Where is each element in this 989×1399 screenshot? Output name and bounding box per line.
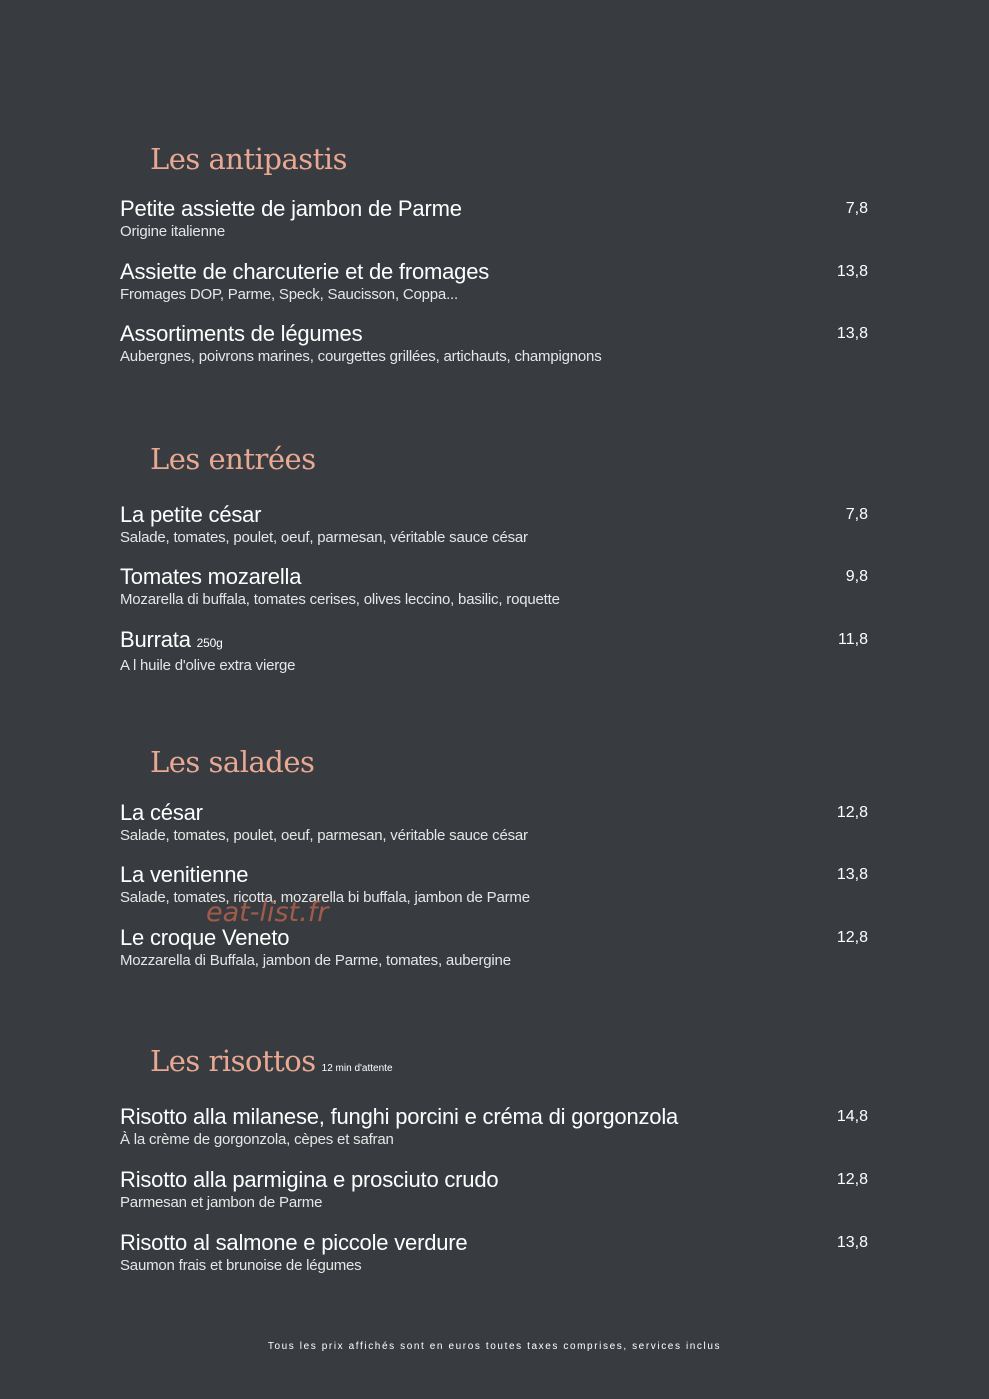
- menu-item: [120, 800, 870, 845]
- menu-item: [120, 196, 870, 241]
- item-price: 11,8: [838, 631, 868, 648]
- section-title-entrees: Les entrées: [150, 442, 316, 476]
- section-title-antipastis: Les antipastis: [150, 142, 347, 176]
- item-description: Origine italienne: [120, 223, 225, 240]
- menu-item: [120, 925, 870, 970]
- item-price: 13,8: [836, 866, 868, 883]
- item-name: Petite assiette de jambon de Parme: [120, 196, 462, 221]
- item-name: Tomates mozarella: [120, 564, 302, 589]
- item-description: Aubergnes, poivrons marines, courgettes grillées, artichauts, champignons: [120, 348, 602, 365]
- item-price: 7,8: [845, 200, 868, 217]
- item-price: 14,8: [836, 1108, 868, 1125]
- item-name: Assiette de charcuterie et de fromages: [120, 259, 490, 284]
- item-price: 13,8: [836, 263, 868, 280]
- item-name: La venitienne: [120, 862, 249, 887]
- item-name: Le croque Veneto: [120, 925, 290, 950]
- item-name: Risotto alla parmigina e prosciuto crudo: [120, 1167, 499, 1192]
- menu-item: [120, 627, 870, 675]
- menu-item: [120, 321, 870, 366]
- item-name: La césar: [120, 800, 203, 825]
- item-weight: 250g: [196, 636, 223, 650]
- menu-item: [120, 259, 870, 304]
- watermark: eat-list.fr: [206, 897, 329, 928]
- waiting-time-note: 12 min d'attente: [321, 1063, 393, 1074]
- menu-item: [120, 1104, 870, 1149]
- item-description: Fromages DOP, Parme, Speck, Saucisson, Coppa...: [120, 286, 458, 303]
- menu-item: [120, 502, 870, 547]
- item-price: 13,8: [836, 325, 868, 342]
- item-description: Saumon frais et brunoise de légumes: [120, 1257, 362, 1274]
- section-title-text: Les risottos: [150, 1044, 316, 1078]
- item-description: À la crème de gorgonzola, cèpes et safran: [120, 1131, 394, 1148]
- item-price: 7,8: [845, 506, 868, 523]
- item-description: Salade, tomates, poulet, oeuf, parmesan, véritable sauce césar: [120, 827, 528, 844]
- item-name: Risotto alla milanese, funghi porcini e créma di gorgonzola: [120, 1104, 679, 1129]
- menu-item: [120, 1230, 870, 1275]
- item-description: A l huile d'olive extra vierge: [120, 657, 296, 674]
- item-price: 12,8: [836, 929, 868, 946]
- item-price: 12,8: [836, 1171, 868, 1188]
- item-name: Risotto al salmone e piccole verdure: [120, 1230, 468, 1255]
- section-title-risottos: [150, 1044, 393, 1078]
- item-name: La petite césar: [120, 502, 262, 527]
- item-description: Salade, tomates, poulet, oeuf, parmesan, véritable sauce césar: [120, 529, 528, 546]
- menu-item: [120, 1167, 870, 1212]
- footer-note: Tous les prix affichés sont en euros toutes taxes comprises, services inclus: [267, 1341, 722, 1352]
- section-title-salades: Les salades: [150, 745, 315, 779]
- item-description: Mozzarella di Buffala, jambon de Parme, tomates, aubergine: [120, 952, 511, 969]
- item-name: Burrata: [120, 627, 191, 652]
- item-name-row: [120, 627, 870, 656]
- item-name: Assortiments de légumes: [120, 321, 363, 346]
- item-description: Mozarella di buffala, tomates cerises, olives leccino, basilic, roquette: [120, 591, 560, 608]
- item-price: 13,8: [836, 1234, 868, 1251]
- item-description: Parmesan et jambon de Parme: [120, 1194, 323, 1211]
- item-price: 9,8: [845, 568, 868, 585]
- menu-item: [120, 564, 870, 609]
- item-description: Salade, tomates, ricotta, mozarella bi buffala, jambon de Parme: [120, 889, 530, 906]
- item-price: 12,8: [836, 804, 868, 821]
